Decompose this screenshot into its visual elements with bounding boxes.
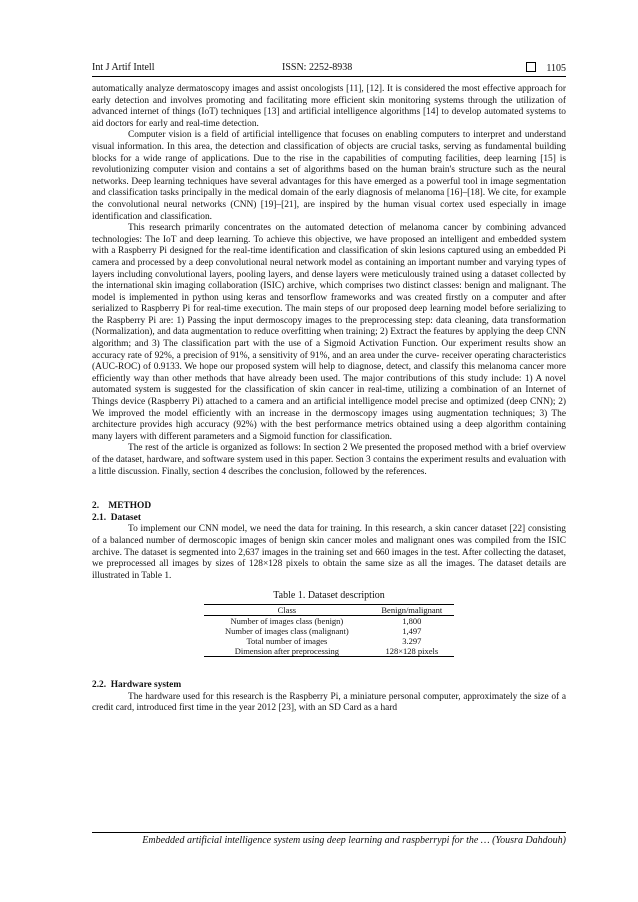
table-cell: 3.297	[402, 635, 422, 646]
subsection-heading: 2.1. Dataset	[92, 512, 141, 523]
table-cell: Number of images class (malignant)	[225, 625, 349, 636]
page-number: 1105	[546, 63, 566, 74]
section-heading: 2. METHOD	[92, 501, 152, 512]
journal-name: Int J Artif Intell	[92, 62, 155, 73]
table-row	[204, 626, 454, 636]
subsection-heading: 2.2. Hardware system	[92, 679, 182, 690]
table-cell: Number of images class (benign)	[230, 615, 344, 626]
page-number-group	[526, 62, 566, 74]
table-header: Benign/malignant	[381, 604, 443, 615]
paragraph: Computer vision is a field of artificial intelligence that focuses on enabling computers to interpret and understand visual information. In this area, the detection and classification of objects are crucial tasks, serving as fundamental building blocks for a wide range of applications. Due to the rise in the capabilities of computing facilities, deep learning [15] is revolutionizing computer vision and contains a set of algorithms based on the human brain's structure such as the neural networks. Deep learning techniques have several advantages for this have emerged as a powerful tool in image segmentation and classification tasks principally in the medical domain of the early diagnosis of melanoma [16]–[18]. We cite, for example the convolutional neural networks (CNN) [19]–[21], are inspired by the human visual cortex used especially in image identification and classification.	[92, 130, 566, 222]
issn: ISSN: 2252-8938	[282, 62, 353, 73]
table-cell: Total number of images	[246, 635, 328, 646]
table-cell: 128×128 pixels	[385, 645, 439, 656]
paragraph: The rest of the article is organized as follows: In section 2 We presented the proposed method with a brief overview of the dataset, hardware, and software system used in this paper. Section 3 contains the experiment results and evaluation with a little discussion. Finally, section 4 describes the conclusion, followed by the references.	[92, 443, 566, 477]
table-header: Class	[277, 604, 297, 615]
page-header	[92, 60, 566, 77]
table-cell: 1,800	[402, 615, 422, 626]
table-row	[204, 646, 454, 657]
paragraph: This research primarily concentrates on the automated detection of melanoma cancer by combining advanced technologies: The IoT and deep learning. To achieve this objective, we have proposed an intelligent and embedded system with a Raspberry Pi designed for the real-time identification and classification of skin lesions captured using an embedded Pi camera and processed by a deep convolutional neural network model as containing an important number and varying types of layers including convolutional layers, pooling layers, and dense layers were meticulously trained using a dataset collected by the international skin imaging collaboration (ISIC) archive, which comprises two distinct classes: benign and malignant. The model is implemented in python using keras and tensorflow frameworks and was created firstly on a computer and after serialized to Raspberry Pi for real-time execution. The main steps of our proposed deep learning model before serializing to the Raspberry Pi are: 1) Passing the input dermoscopy images to the preprocessing step: data cleaning, data transformation (Normalization), and data augmentation to reduce overfitting when training; 2) Extract the features by applying the deep CNN algorithm; and 3) The classification part with the use of a Sigmoid Activation Function. Our experiment results show an accuracy rate of 92%, a precision of 91%, a sensitivity of 91%, and an area under the curve- receiver operating characteristics (AUC-ROC) of 0.9133. We hope our proposed system will help to diagnose, detect, and classify this melanoma cancer more efficiently way than other methods that have already been used. The major contributions of this study include: 1) A novel automated system is suggested for the classification of skin cancer in real-time, utilizing a combination of an Internet of Things device (Raspberry Pi) attached to a camera and an artificial intelligence model precise and optimized (deep CNN); 2) We improved the model efficiently with an increase in the dermoscopy images using augmentation techniques; 3) The architecture provides high accuracy (92%) with the best performance metrics obtained using a deep algorithm containing many layers with different parameters and a Sigmoid function for classification.	[92, 223, 566, 442]
dataset-table	[204, 590, 454, 657]
paragraph: The hardware used for this research is the Raspberry Pi, a miniature personal computer, approximately the size of a credit card, introduced first time in the year 2012 [23], with an SD Card as a hard	[92, 691, 566, 714]
table-row	[204, 636, 454, 646]
paragraph: To implement our CNN model, we need the data for training. In this research, a skin cancer dataset [22] consisting of a balanced number of dermoscopic images of benign skin cancer moles and malignant ones was compiled from the ISIC archive. The dataset is segmented into 2,637 images in the training set and 660 images in the test. After collecting the dataset, we preprocessed all images by sizes of 128×128 pixels to obtain the same size as all the images. The dataset details are illustrated in Table 1.	[92, 524, 566, 581]
table-caption: Table 1. Dataset description	[273, 590, 385, 602]
article-body	[92, 84, 566, 715]
page-footer: Embedded artificial intelligence system using deep learning and raspberrypi for the … (Yousra Dahdouh)	[92, 832, 566, 846]
checkbox-icon	[526, 62, 536, 72]
table-header-row	[204, 604, 454, 615]
table-row	[204, 615, 454, 626]
table-cell: 1,497	[402, 625, 422, 636]
paragraph: automatically analyze dermatoscopy images and assist oncologists [11], [12]. It is considered the most effective approach for early detection and involves promoting and facilitating more efficient skin monitoring systems through the utilization of advanced internet of things (IoT) techniques [13] and artificial intelligence algorithms [14] to develop automated systems to aid doctors for early and real-time detection.	[92, 84, 566, 129]
table-cell: Dimension after preprocessing	[234, 645, 340, 656]
